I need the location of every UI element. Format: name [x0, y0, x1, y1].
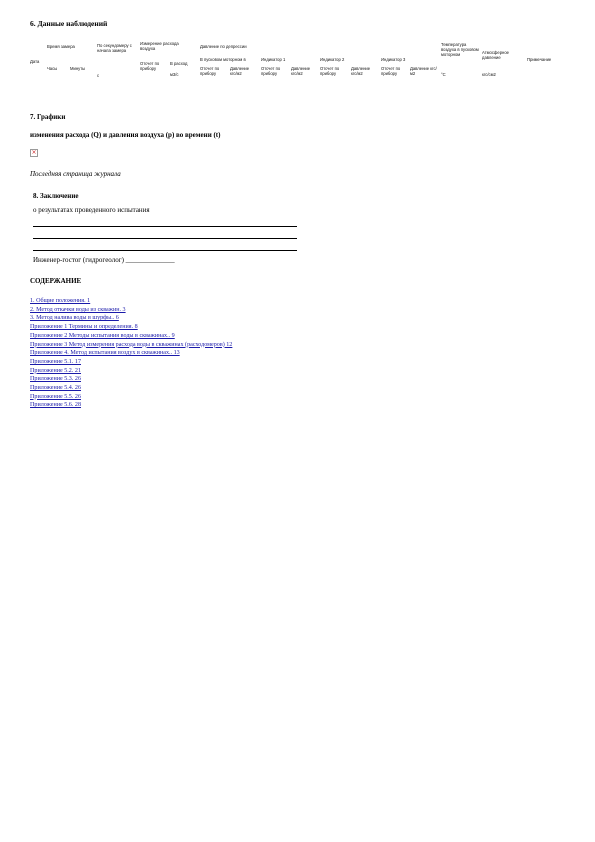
toc-link-appendix-4[interactable]: Приложение 4. Метод испытания воздух в скважинах.. 13 [30, 350, 180, 357]
col-air-flow-value: В расход [170, 61, 188, 66]
signature-line [33, 226, 297, 227]
col-minutes: Минуты [70, 66, 86, 71]
col-sec-unit: с [97, 73, 100, 78]
col-note: Примечание [527, 57, 552, 62]
last-page-note: Последняя страница журнала [30, 170, 121, 178]
col-time-group: Время замера [47, 44, 75, 49]
col-pressure-3: Давление кгс/м2 [410, 66, 437, 77]
toc-link-appendix-5-6[interactable]: Приложение 5.6. 28 [30, 402, 81, 409]
toc-link-appendix-5-5[interactable]: Приложение 5.5. 26 [30, 393, 81, 400]
col-pressure-group: Давление по депрессии [200, 44, 247, 49]
toc-link-appendix-1[interactable]: Приложение 1 Термины и определения. 8 [30, 324, 138, 331]
toc-link-appendix-3[interactable]: Приложение 3 Метод измерения расхода воды в скважинах (расходомеров) 12 [30, 341, 233, 348]
engineer-signature: Инженер-гостог (гидрогеолог) ______________ [33, 256, 175, 264]
col-reading-3: Отсчет по прибору [381, 66, 401, 77]
col-pressure-2: Давление кгс/м2 [351, 66, 371, 77]
col-atm-unit: кгс/см2 [482, 72, 496, 77]
toc-title: СОДЕРЖАНИЕ [30, 277, 82, 285]
col-air-flow-unit: м3/с [170, 72, 179, 77]
col-reading-0: Отсчет по прибору [200, 66, 220, 77]
toc-link-general[interactable]: 1. Общие положения. 1 [30, 298, 91, 304]
section-6-title: 6. Данные наблюдений [30, 19, 108, 28]
col-atm-group: Атмосферное давление [482, 50, 509, 61]
toc-link-appendix-5-4[interactable]: Приложение 5.4. 26 [30, 385, 81, 392]
conclusion-subtitle: о результатах проведенного испытания [33, 206, 150, 214]
col-hours: Часы [47, 66, 58, 71]
col-reading-2: Отсчет по прибору [320, 66, 340, 77]
col-air-flow-group: Измерение расхода воздуха [140, 41, 179, 52]
signature-line [33, 250, 297, 251]
toc-link-appendix-5-3[interactable]: Приложение 5.3. 26 [30, 376, 81, 383]
signature-line [33, 238, 297, 239]
toc-link-appendix-2[interactable]: Приложение 2 Методы испытания воды в скважинах.. 9 [30, 332, 175, 339]
col-air-flow-reading: Отсчет по прибору [140, 61, 160, 72]
toc-list [30, 297, 232, 410]
col-temperature-group: Температура воздуха в пусковом моторном [441, 42, 479, 58]
col-indicator-1: Индикатор 1 [261, 57, 286, 62]
toc-link-appendix-5-1[interactable]: Приложение 5.1. 17 [30, 358, 81, 365]
graphs-subtitle: изменения расхода (Q) и давления воздуха (р) во времени (t) [30, 131, 221, 139]
col-indicator-3: Индикатор 3 [381, 57, 406, 62]
section-8-title: 8. Заключение [33, 192, 79, 200]
col-reading-1: Отсчет по прибору [261, 66, 281, 77]
broken-image-icon: × [31, 149, 37, 156]
col-pressure-1: Давление кгс/м2 [291, 66, 311, 77]
col-since-start: По секундомеру с начала замера [97, 43, 132, 54]
section-7-title: 7. Графики [30, 113, 66, 121]
col-pressure-0: Давление кгс/м2 [230, 66, 250, 77]
toc-link-appendix-5-2[interactable]: Приложение 5.2. 21 [30, 367, 81, 374]
col-temperature-unit: °С [441, 72, 446, 77]
col-indicator-2: Индикатор 2 [320, 57, 345, 62]
col-start-sub: В пусковом моторном в [200, 57, 246, 62]
col-date: Дата [30, 59, 40, 64]
toc-link-pumping[interactable]: 2. Метод откачки воды из скважин. 3 [30, 306, 126, 313]
toc-link-pouring[interactable]: 3. Метод налива воды в шурфы.. 6 [30, 315, 119, 322]
